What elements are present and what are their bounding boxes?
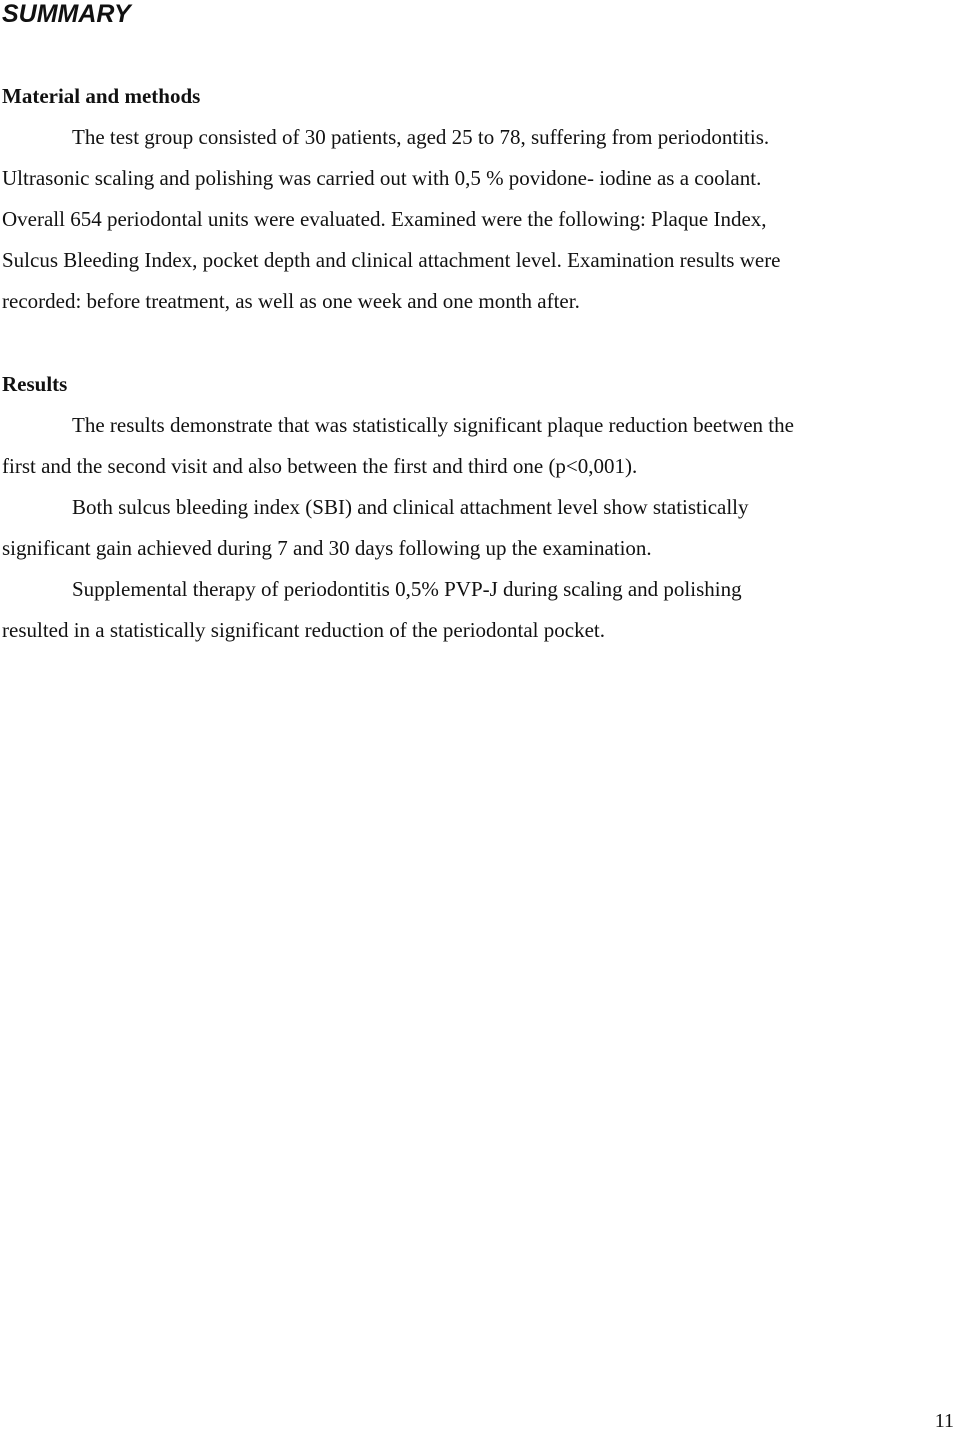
section-heading-results: Results [2, 372, 68, 396]
results-paragraph-1: The results demonstrate that was statistically significant plaque reduction beetwen the first and the second visit and also between the first and third one (p<0,001). [2, 413, 794, 478]
section-material-and-methods [2, 76, 952, 322]
section-heading-material-and-methods: Material and methods [2, 84, 201, 108]
results-paragraph-3: Supplemental therapy of periodontitis 0,5% PVP-J during scaling and polishing resulted in a statistically significant reduction of the periodontal pocket. [2, 577, 742, 642]
section-results [2, 364, 952, 651]
results-paragraph-2: Both sulcus bleeding index (SBI) and clinical attachment level show statistically significant gain achieved during 7 and 30 days following up the examination. [2, 495, 749, 560]
page-title: SUMMARY [2, 0, 131, 28]
page-number: 11 [934, 1410, 954, 1432]
methods-paragraph: The test group consisted of 30 patients, aged 25 to 78, suffering from periodontitis. Ultrasonic scaling and polishing was carried out with 0,5 % povidone- iodine as a coolant. Overall 654 periodontal units were evaluated. Examined were the following: Plaque Index, Sulcus Bleeding Index, pocket depth and clinical attachment level. Examination results were recorded: before treatment, as well as one week and one month after. [2, 125, 781, 313]
